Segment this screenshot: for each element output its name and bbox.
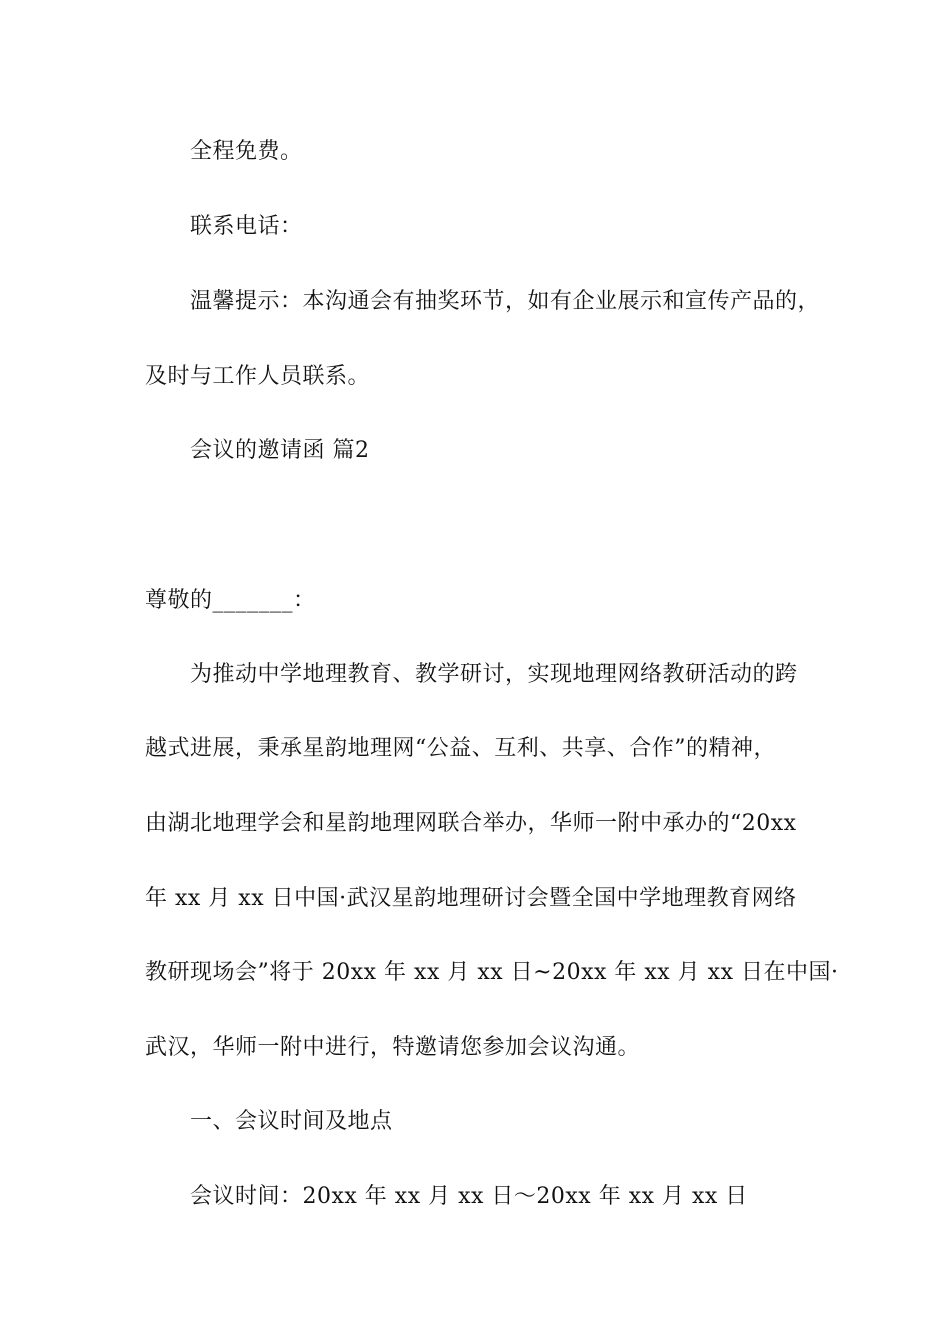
paragraph-tip-line1: 温馨提示：本沟通会有抽奖环节，如有企业展示和宣传产品的，	[190, 289, 821, 314]
body-line-3: 由湖北地理学会和星韵地理网联合举办，华师一附中承办的“20xx	[145, 811, 797, 836]
paragraph-free: 全程免费。	[190, 139, 303, 164]
body-line-5: 教研现场会”将于 20xx 年 xx 月 xx 日~20xx 年 xx 月 xx 日在中国·	[145, 960, 839, 985]
section-heading-part2: 会议的邀请函 篇2	[190, 438, 370, 463]
body-line-2: 越式进展，秉承星韵地理网“公益、互利、共享、合作”的精神，	[145, 736, 776, 761]
meeting-time: 会议时间：20xx 年 xx 月 xx 日～20xx 年 xx 月 xx 日	[190, 1184, 748, 1209]
body-line-4: 年 xx 月 xx 日中国·武汉星韵地理研讨会暨全国中学地理教育网络	[145, 886, 797, 911]
paragraph-contact-phone: 联系电话：	[190, 214, 303, 239]
paragraph-tip-line2: 及时与工作人员联系。	[145, 364, 371, 389]
salutation: 尊敬的_______：	[145, 588, 316, 613]
section-heading-time-location: 一、会议时间及地点	[190, 1109, 393, 1134]
body-line-6: 武汉，华师一附中进行，特邀请您参加会议沟通。	[145, 1035, 641, 1060]
body-line-1: 为推动中学地理教育、教学研讨，实现地理网络教研活动的跨	[190, 662, 798, 687]
